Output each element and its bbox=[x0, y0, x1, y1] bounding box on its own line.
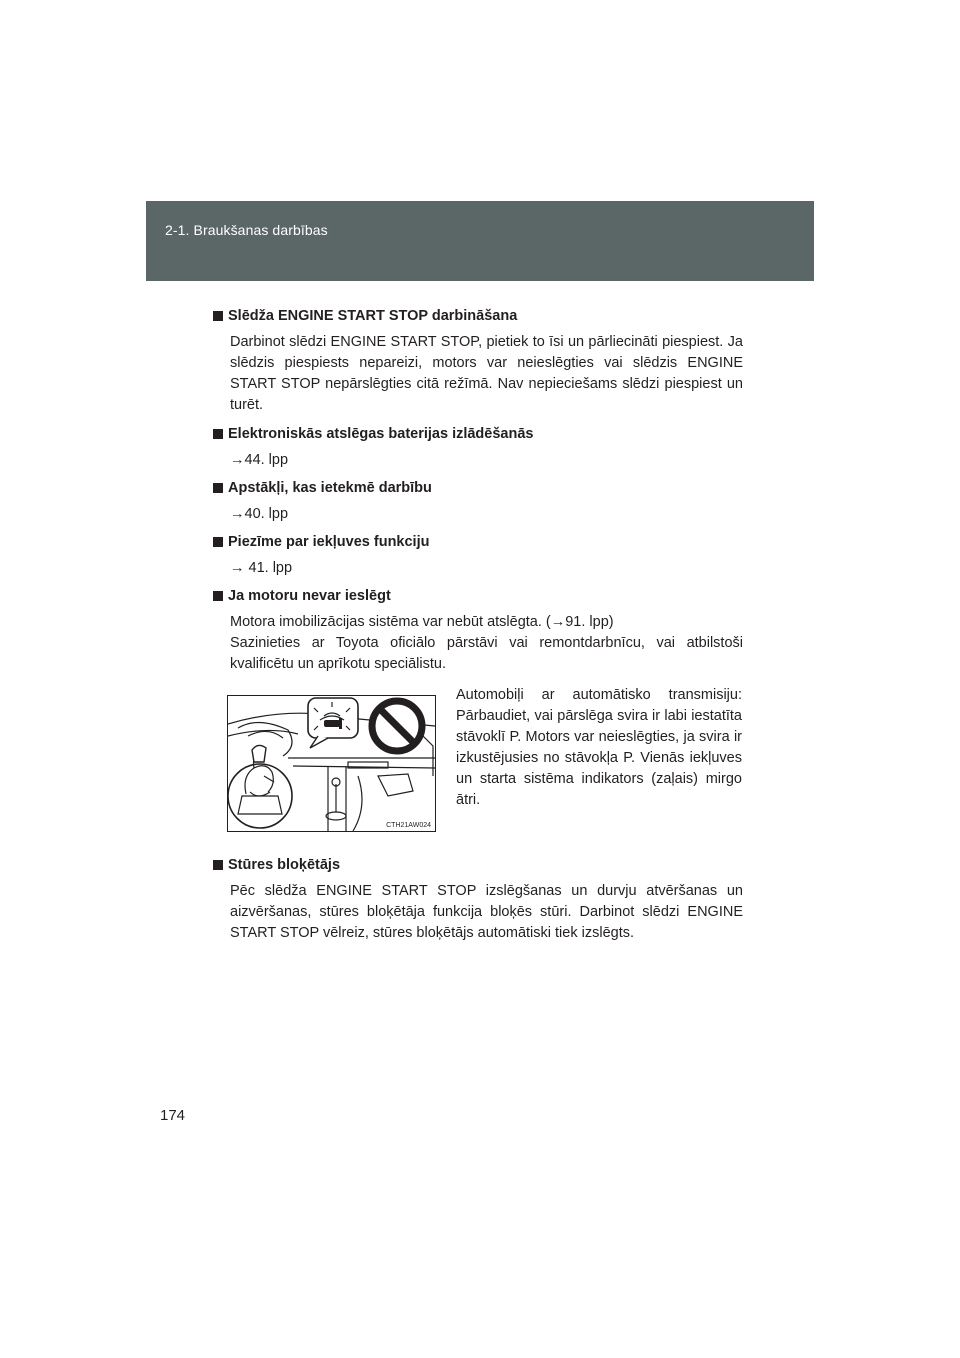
dashboard-shift-lever-drawing bbox=[228, 696, 435, 831]
heading-text: Piezīme par iekļuves funkciju bbox=[228, 534, 430, 550]
section-body: Darbinot slēdzi ENGINE START STOP, pietiek to īsi un pārliecināti piespiest. Ja slēdzis piespiests nepareizi, motors var neieslēgties vai slēdzis ENGINE START STOP nepārslēgties citā režīmā. Nav nepieciešams slēdzi piespiest un turēt. bbox=[230, 334, 743, 413]
section-header-bar bbox=[146, 201, 814, 281]
figure-row bbox=[213, 685, 743, 847]
section-start-switch bbox=[213, 306, 743, 416]
section-heading bbox=[213, 532, 743, 552]
section-conditions bbox=[213, 478, 743, 524]
section-body-line2: Sazinieties ar Toyota oficiālo pārstāvi vai remontdarbnīcu, vai atbilstoši kvalificētu un aprīkotu speciālistu. bbox=[230, 635, 743, 672]
section-title: 2-1. Braukšanas darbības bbox=[165, 222, 328, 238]
heading-text: Ja motoru nevar ieslēgt bbox=[228, 588, 391, 604]
heading-text: Apstākļi, kas ietekmē darbību bbox=[228, 480, 432, 496]
section-engine-wont-start bbox=[213, 586, 743, 847]
page-reference: → 41. lpp bbox=[230, 560, 293, 576]
heading-text: Elektroniskās atslēgas baterijas izlādēšanās bbox=[228, 426, 534, 442]
section-heading bbox=[213, 478, 743, 498]
square-bullet-icon bbox=[213, 860, 223, 870]
section-key-battery bbox=[213, 424, 743, 470]
figure-code: CTH21AW024 bbox=[386, 822, 431, 829]
dashboard-illustration bbox=[227, 695, 436, 832]
section-body-line1: Motora imobilizācijas sistēma var nebūt atslēgta. (→91. lpp) bbox=[230, 614, 614, 630]
square-bullet-icon bbox=[213, 591, 223, 601]
square-bullet-icon bbox=[213, 429, 223, 439]
heading-text: Slēdža ENGINE START STOP darbināšana bbox=[228, 308, 518, 324]
section-heading bbox=[213, 306, 743, 326]
page-reference: →44. lpp bbox=[230, 452, 289, 468]
square-bullet-icon bbox=[213, 311, 223, 321]
section-heading bbox=[213, 855, 743, 875]
figure-caption: Automobiļi ar automātisko transmisiju: Pārbaudiet, vai pārslēga svira ir labi iestatīta stāvoklī P. Motors var neieslēgties, ja svira ir izkustējusies no stāvokļa P. Vienās iekļuves un starta sistēma indikators (zaļais) mirgo ātri. bbox=[456, 687, 742, 808]
page-content bbox=[213, 306, 743, 952]
square-bullet-icon bbox=[213, 537, 223, 547]
section-heading bbox=[213, 586, 743, 606]
section-steering-lock bbox=[213, 855, 743, 944]
section-entry-function bbox=[213, 532, 743, 578]
section-body: Pēc slēdža ENGINE START STOP izslēgšanas un durvju atvēršanas un aizvēršanas, stūres bloķētāja funkcija bloķēs stūri. Darbinot slēdzi ENGINE START STOP vēlreiz, stūres bloķētājs automātiski tiek izslēgts. bbox=[230, 883, 743, 941]
page-reference: →40. lpp bbox=[230, 506, 289, 522]
section-heading bbox=[213, 424, 743, 444]
square-bullet-icon bbox=[213, 483, 223, 493]
page-number: 174 bbox=[160, 1107, 186, 1124]
heading-text: Stūres bloķētājs bbox=[228, 857, 341, 873]
